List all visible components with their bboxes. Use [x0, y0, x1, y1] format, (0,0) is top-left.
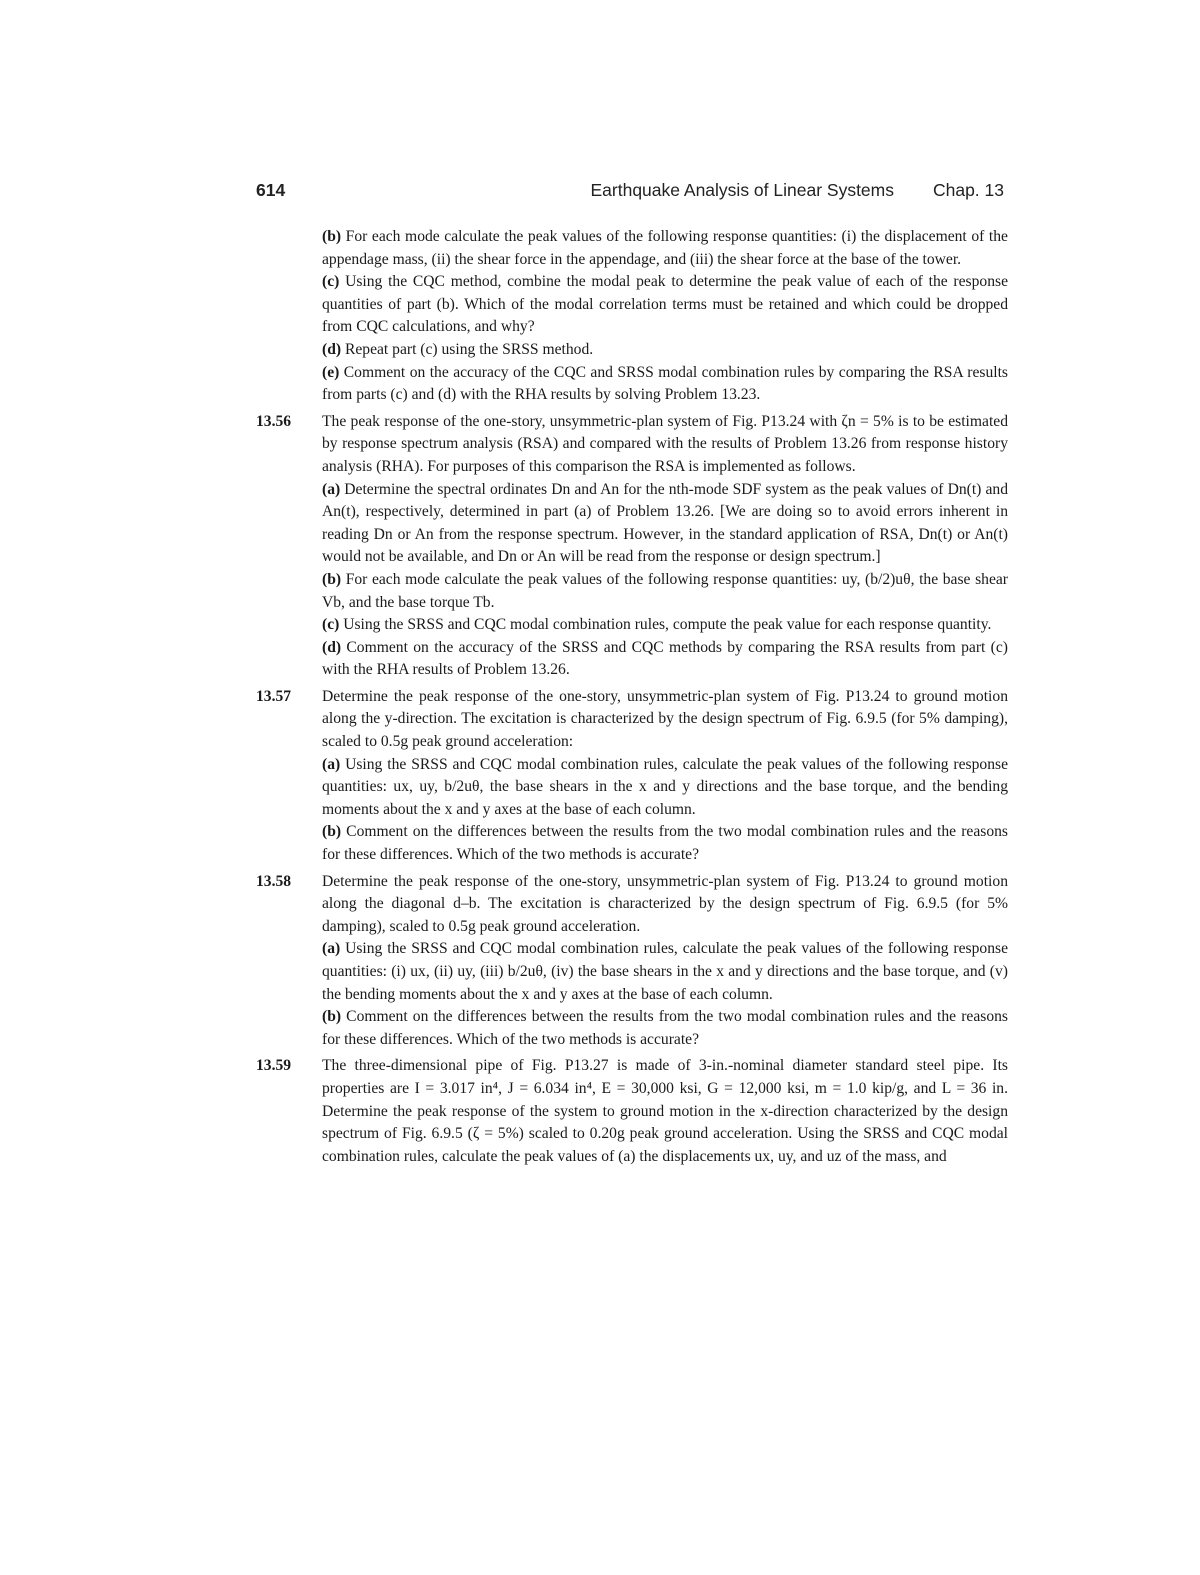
part-label: (d) [322, 340, 342, 358]
part-label: (c) [322, 616, 340, 634]
problem-statement [256, 411, 1008, 479]
part-text: Comment on the accuracy of the CQC and SRSS modal combination rules by comparing the RSA results from parts (c) and (d) with the RHA results by solving Problem 13.23. [322, 363, 1008, 404]
problem-part [256, 821, 1008, 866]
problem-part [256, 226, 1008, 271]
problem-part [256, 271, 1008, 339]
problem-statement [256, 1055, 1008, 1168]
part-text: For each mode calculate the peak values of the following response quantities: (i) the displacement of the appendage mass, (ii) the shear force in the appendage, and (iii) the shear force at the base of the tower. [322, 228, 1008, 268]
statement-text: Determine the peak response of the one-story, unsymmetric-plan system of Fig. P13.24 to ground motion along the diagonal d–b. The excitation is characterized by the design spectrum of Fig. 6.9.5 (for 5% damping), scaled to 0.5g peak ground acceleration. [322, 872, 1008, 935]
problem-13-57 [256, 686, 1008, 867]
problem-number: 13.57 [256, 687, 292, 705]
chapter-label: Chap. 13 [932, 180, 1004, 200]
part-label: (e) [322, 363, 340, 381]
part-text: Comment on the differences between the results from the two modal combination rules and the reasons for these differences. Which of the two methods is accurate? [322, 823, 1008, 864]
part-text: For each mode calculate the peak values of the following response quantities: uy, (b/2)uθ, the base shear Vb, and the base torque Tb. [322, 570, 1008, 611]
problem-part [256, 637, 1008, 682]
part-text: Using the SRSS and CQC modal combination rules, compute the peak value for each response quantity. [343, 616, 992, 634]
part-text: Comment on the differences between the results from the two modal combination rules and the reasons for these differences. Which of the two methods is accurate? [322, 1008, 1008, 1048]
previous-problem-continuation [256, 226, 1008, 407]
part-label: (c) [322, 273, 340, 291]
part-label: (a) [322, 940, 341, 958]
running-header [256, 176, 1008, 204]
problem-part [256, 362, 1008, 407]
problem-part [256, 479, 1008, 569]
part-text: Comment on the accuracy of the SRSS and CQC methods by comparing the RSA results from part (c) with the RHA results of Problem 13.26. [322, 638, 1008, 679]
problem-part [256, 614, 1008, 637]
part-text: Repeat part (c) using the SRSS method. [344, 340, 594, 358]
problem-part [256, 569, 1008, 614]
statement-text: Determine the peak response of the one-story, unsymmetric-plan system of Fig. P13.24 to ground motion along the y-direction. The excitation is characterized by the design spectrum of Fig. 6.9.5 (for 5% damping), scaled to 0.5g peak ground acceleration: [322, 687, 1008, 751]
problem-13-59 [256, 1055, 1008, 1168]
statement-text: The peak response of the one-story, unsymmetric-plan system of Fig. P13.24 with ζn = 5% is to be estimated by response spectrum analysis (RSA) and compared with the results of Problem 13.26 from response history analysis (RHA). For purposes of this comparison the RSA is implemented as follows. [322, 412, 1008, 475]
part-text: Determine the spectral ordinates Dn and An for the nth-mode SDF system as the peak values of Dn(t) and An(t), respectively, determined in part (a) of Problem 13.26. [We are doing so to avoid errors inherent in reading Dn or An from the response spectrum. However, in the standard application of RSA, Dn(t) or An(t) would not be available, and Dn or An will be read from the response or design spectrum.] [322, 480, 1008, 566]
chapter-title: Earthquake Analysis of Linear Systems [590, 180, 894, 200]
body-text [256, 226, 1008, 1168]
part-text: Using the SRSS and CQC modal combination rules, calculate the peak values of the following response quantities: ux, uy, b/2uθ, the base shears in the x and y directions and the base torque, and the bending moments about the x and y axes at the base of each column. [322, 755, 1008, 818]
part-label: (b) [322, 823, 342, 841]
part-label: (b) [322, 228, 342, 245]
part-label: (b) [322, 570, 342, 588]
statement-text: The three-dimensional pipe of Fig. P13.27 is made of 3-in.-nominal diameter standard steel pipe. Its properties are I = 3.017 in⁴, J = 6.034 in⁴, E = 30,000 ksi, G = 12,000 ksi, m = 1.0 kip/g, and L = 36 in. Determine the peak response of the system to ground motion in the x-direction characterized by the design spectrum of Fig. 6.9.5 (ζ = 5%) scaled to 0.20g peak ground acceleration. Using the SRSS and CQC modal combination rules, calculate the peak values of (a) the displacements ux, uy, and uz of the mass, and [322, 1057, 1008, 1165]
problem-part [256, 1006, 1008, 1051]
problem-13-56 [256, 411, 1008, 682]
part-text: Using the CQC method, combine the modal peak to determine the peak value of each of the response quantities of part (b). Which of the modal correlation terms must be retained and which could be dropped from CQC calculations, and why? [322, 273, 1008, 336]
part-label: (a) [322, 480, 341, 498]
problem-number: 13.59 [256, 1057, 292, 1075]
part-label: (a) [322, 755, 341, 773]
problem-statement [256, 686, 1008, 754]
part-label: (b) [322, 1008, 342, 1026]
problem-number: 13.58 [256, 872, 292, 890]
part-text: Using the SRSS and CQC modal combination rules, calculate the peak values of the following response quantities: (i) ux, (ii) uy, (iii) b/2uθ, (iv) the base shears in the x and y directions and the base torque, and (v) the bending moments about the x and y axes at the base of each column. [322, 940, 1008, 1003]
problem-part [256, 754, 1008, 822]
problem-number: 13.56 [256, 412, 292, 430]
problem-part [256, 938, 1008, 1006]
page-number: 614 [256, 180, 286, 200]
problem-13-58 [256, 871, 1008, 1052]
problem-part [256, 339, 1008, 362]
part-label: (d) [322, 638, 342, 656]
problem-statement [256, 871, 1008, 939]
